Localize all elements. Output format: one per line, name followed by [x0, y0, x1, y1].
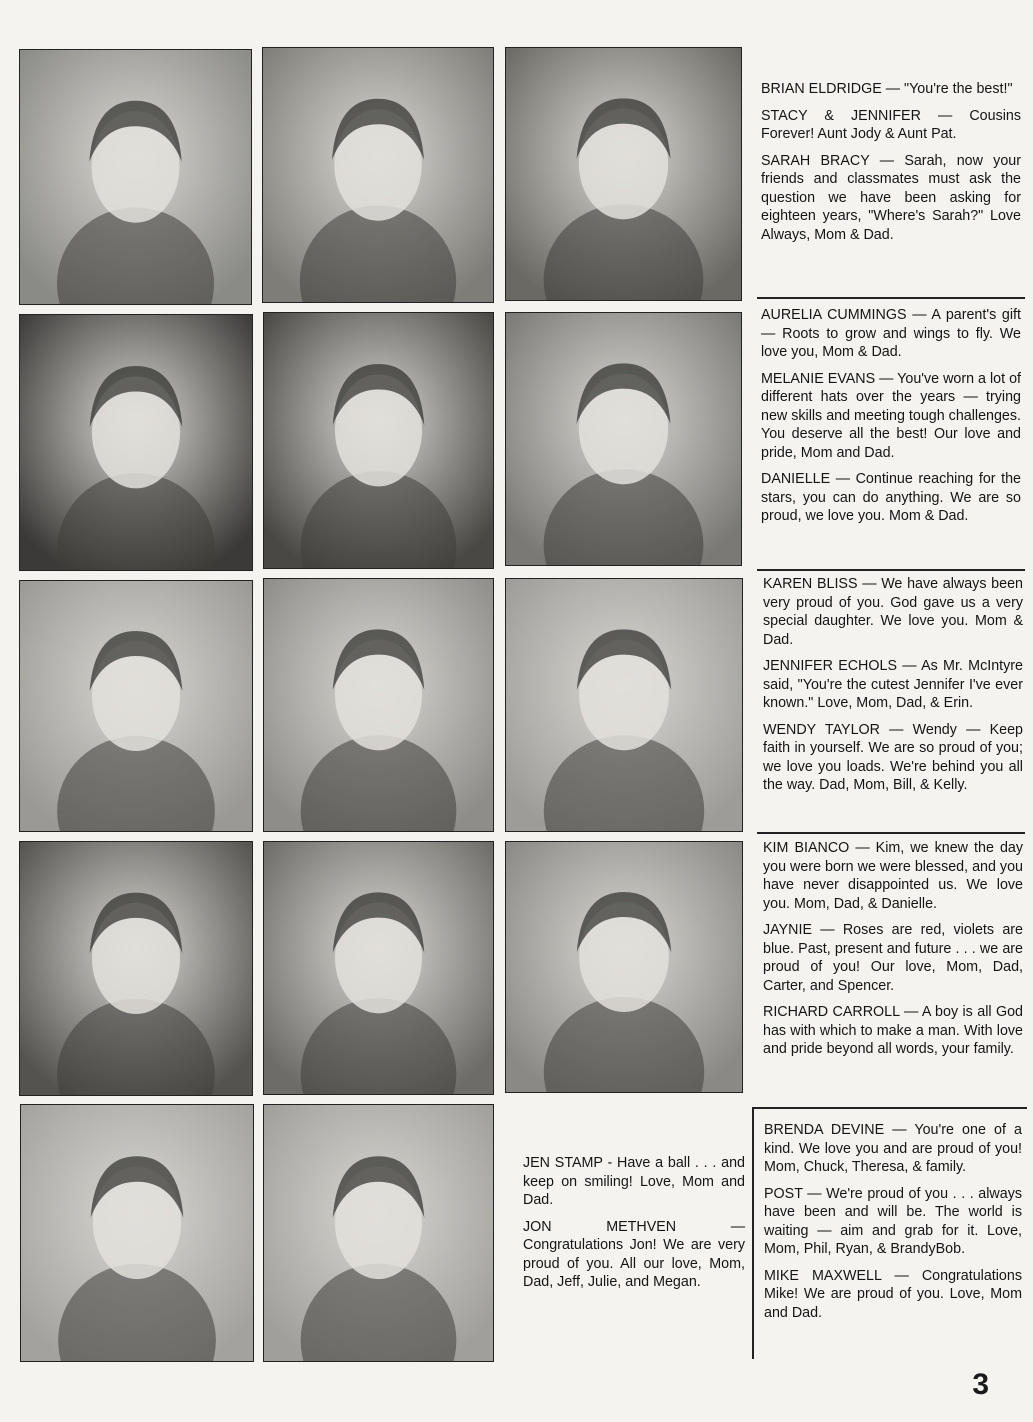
message-column-3: [763, 575, 1023, 803]
message-melanie-evans: MELANIE EVANS — You've worn a lot of different hats over the years — trying new skills and meeting tough challenges. You deserve all the best! Our love and pride, Mom and Dad.: [761, 370, 1021, 461]
message-bottom-left: [523, 1154, 745, 1300]
message-jennifer-echols: JENNIFER ECHOLS — As Mr. McIntyre said, "You're the cutest Jennifer I've ever known." Love, Mom, Dad, & Erin.: [763, 658, 1023, 711]
girl-with-puppet-photo: [263, 578, 494, 832]
two-girls-photo: [262, 47, 494, 303]
child-in-knit-hat-photo: [505, 841, 743, 1093]
divider-vertical: [752, 1107, 754, 1359]
message-post: POST — We're proud of you . . . always have been and will be. The world is waiting — aim and grab for it. Love, Mom, Phil, Ryan, & BrandyBob.: [764, 1185, 1022, 1257]
divider-3: [757, 832, 1025, 834]
divider-4: [752, 1107, 1027, 1109]
message-sarah-bracy: SARAH BRACY — Sarah, now your friends and classmates must ask the question we have been asking for eighteen years, "Where's Sarah?" Love Always, Mom & Dad.: [761, 152, 1021, 243]
message-jon-methven: JON METHVEN — Congratulations Jon! We are very proud of you. All our love, Mom, Dad, Jeff, Julie, and Megan.: [523, 1218, 745, 1290]
divider-2: [757, 569, 1025, 571]
message-mike-maxwell: MIKE MAXWELL — Congratulations Mike! We are proud of you. Love, Mom and Dad.: [764, 1267, 1022, 1321]
message-jaynie: JAYNIE — Roses are red, violets are blue. Past, present and future . . . we are proud of you! Our love, Mom, Dad, Carter, and Spencer.: [763, 922, 1023, 994]
message-wendy-taylor: WENDY TAYLOR — Wendy — Keep faith in yourself. We are so proud of you; we love you loads. We're behind you all the way. Dad, Mom, Bill, & Kelly.: [763, 721, 1023, 793]
page-number: 3: [972, 1368, 989, 1401]
message-karen-bliss: KAREN BLISS — We have always been very proud of you. God gave us a very special daughter. We love you. Mom & Dad.: [763, 576, 1023, 648]
boy-portrait-photo: [263, 1104, 494, 1362]
smiling-baby-photo: [505, 312, 742, 566]
message-kim-bianco: KIM BIANCO — Kim, we knew the day you were born we were blessed, and you have never disappointed us. We love you. Mom, Dad, & Danielle.: [763, 840, 1023, 912]
message-stacy-jennifer: STACY & JENNIFER — Cousins Forever! Aunt Jody & Aunt Pat.: [761, 107, 1021, 142]
message-jen-stamp: JEN STAMP - Have a ball . . . and keep on smiling! Love, Mom and Dad.: [523, 1155, 745, 1208]
message-brenda-devine: BRENDA DEVINE — You're one of a kind. We love you and are proud of you! Mom, Chuck, Theresa, & family.: [764, 1122, 1022, 1175]
divider-1: [757, 297, 1025, 299]
toddler-with-bonnet-photo: [263, 312, 494, 569]
message-column-4: [763, 839, 1023, 1067]
message-column-5: [764, 1121, 1022, 1330]
message-column-2: [761, 306, 1021, 534]
message-danielle: DANIELLE — Continue reaching for the stars, you can do anything. We are so proud, we love you. Mom & Dad.: [761, 471, 1021, 524]
toddler-in-snowsuit-photo: [19, 314, 253, 571]
message-brian-eldridge: BRIAN ELDRIDGE — "You're the best!": [761, 81, 1013, 97]
message-aurelia-cummings: AURELIA CUMMINGS — A parent's gift — Roots to grow and wings to fly. We love you, Mom & Dad.: [761, 307, 1021, 360]
girl-with-bunny-photo: [19, 580, 253, 832]
message-column-1: [761, 80, 1021, 252]
baby-sitting-photo: [19, 49, 252, 305]
girl-with-headband-photo: [263, 841, 494, 1095]
baby-portrait-photo: [505, 578, 743, 832]
girl-with-bangs-photo: [20, 1104, 254, 1362]
curly-haired-child-photo: [505, 47, 742, 301]
girl-with-dog-photo: [19, 841, 253, 1096]
message-richard-carroll: RICHARD CARROLL — A boy is all God has with which to make a man. With love and pride beyond all words, your family.: [763, 1004, 1023, 1057]
